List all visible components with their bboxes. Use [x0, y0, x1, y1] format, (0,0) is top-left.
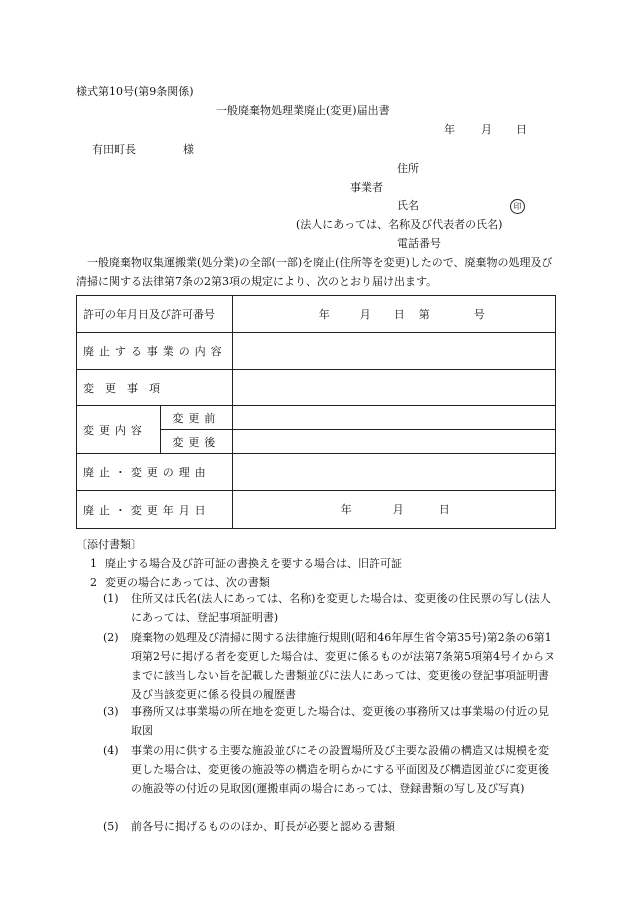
sub-item-2-text: 廃棄物の処理及び清掃に関する法律施行規則(昭和46年厚生省令第35号)第2条の6第1項第2号に掲げる者を変更した場合は、変更に係るものが法第7条第5項第4号イからヌまでに該当しない旨を記載した書類並びに法人にあっては、変更後の登記事項証明書及び当該変更に係る役員の履歴書 [131, 631, 555, 701]
change-item-row [77, 370, 556, 406]
honorific: 様 [183, 143, 194, 156]
change-item-label: 変 更 事 項 [77, 370, 233, 406]
name-label: 氏名 [397, 199, 419, 212]
sub-item-2-number: (2) [103, 631, 119, 644]
attachment-1-text: 廃止する場合及び許可証の書換えを要する場合は、旧許可証 [105, 557, 402, 570]
sub-item-5-number: (5) [103, 820, 119, 833]
form-number: 様式第10号(第9条関係) [76, 85, 194, 98]
sub-item-1-number: (1) [103, 592, 119, 605]
change-date-month: 月 [392, 503, 404, 516]
attachment-2-text: 変更の場合にあっては、次の書類 [105, 576, 270, 589]
addressee: 有田町長 [92, 143, 136, 156]
permit-year: 年 [318, 308, 330, 321]
permit-value[interactable] [232, 296, 555, 333]
abolish-content-label: 廃止する事業の内容 [77, 333, 233, 370]
sub-item-4-text: 事業の用に供する主要な施設並びにその設置場所及び主要な設備の構造又は規模を変更した場合は、変更後の施設等の構造を明らかにする平面図及び構造図並びに変更後の施設等の付近の見取図(運搬車両の場合にあっては、登録書類の写し及び写真) [131, 744, 549, 795]
permit-go: 号 [473, 308, 485, 321]
abolish-content-value[interactable] [232, 333, 555, 370]
permit-month: 月 [359, 308, 371, 321]
before-label: 変更前 [160, 406, 232, 430]
document-title: 一般廃棄物処理業廃止(変更)届出書 [216, 104, 390, 117]
phone-label: 電話番号 [397, 237, 441, 250]
change-item-value[interactable] [232, 370, 555, 406]
permit-dai: 第 [418, 308, 430, 321]
sub-item-5-text: 前各号に掲げるもののほか、町長が必要と認める書類 [131, 820, 395, 833]
seal-mark [510, 198, 525, 214]
sub-item-3-text: 事務所又は事業場の所在地を変更した場合は、変更後の事務所又は事業場の付近の見取図 [131, 705, 549, 737]
change-content-label: 変更内容 [77, 406, 161, 454]
sub-item-4-number: (4) [103, 744, 119, 757]
attachments-heading: 〔添付書類〕 [76, 538, 142, 551]
intro-text: 一般廃棄物収集運搬業(処分業)の全部(一部)を廃止(住所等を変更)したので、廃棄物の処理及び清掃に関する法律第7条の2第3項の規定により、次のとおり届け出ます。 [76, 256, 553, 288]
business-label: 事業者 [350, 181, 383, 194]
date-day: 日 [516, 123, 527, 136]
attachment-2-number: 2 [90, 576, 97, 589]
reason-label: 廃止・変更の理由 [77, 454, 233, 491]
seal-icon: 印 [510, 199, 525, 214]
change-date-value[interactable] [232, 491, 555, 529]
sub-item-1-text: 住所又は氏名(法人にあっては、名称)を変更した場合は、変更後の住民票の写し(法人にあっては、登記事項証明書) [131, 592, 551, 624]
reason-row [77, 454, 556, 491]
abolish-content-row [77, 333, 556, 370]
date-row [77, 491, 556, 529]
after-label: 変更後 [160, 430, 232, 454]
reason-value[interactable] [232, 454, 555, 491]
attachment-1-number: 1 [90, 557, 97, 570]
notification-table [76, 295, 556, 529]
date-month: 月 [481, 123, 492, 136]
corporate-note: (法人にあっては、名称及び代表者の氏名) [296, 218, 503, 231]
change-date-year: 年 [340, 503, 352, 516]
permit-label: 許可の年月日及び許可番号 [77, 296, 233, 333]
before-value[interactable] [232, 406, 555, 430]
date-year: 年 [444, 123, 455, 136]
change-date-day: 日 [438, 503, 450, 516]
after-value[interactable] [232, 430, 555, 454]
change-date-label: 廃止・変更年月日 [77, 491, 233, 529]
address-label: 住所 [397, 162, 419, 175]
permit-day: 日 [393, 308, 405, 321]
sub-item-3-number: (3) [103, 705, 119, 718]
change-before-row [77, 406, 556, 430]
permit-row [77, 296, 556, 333]
